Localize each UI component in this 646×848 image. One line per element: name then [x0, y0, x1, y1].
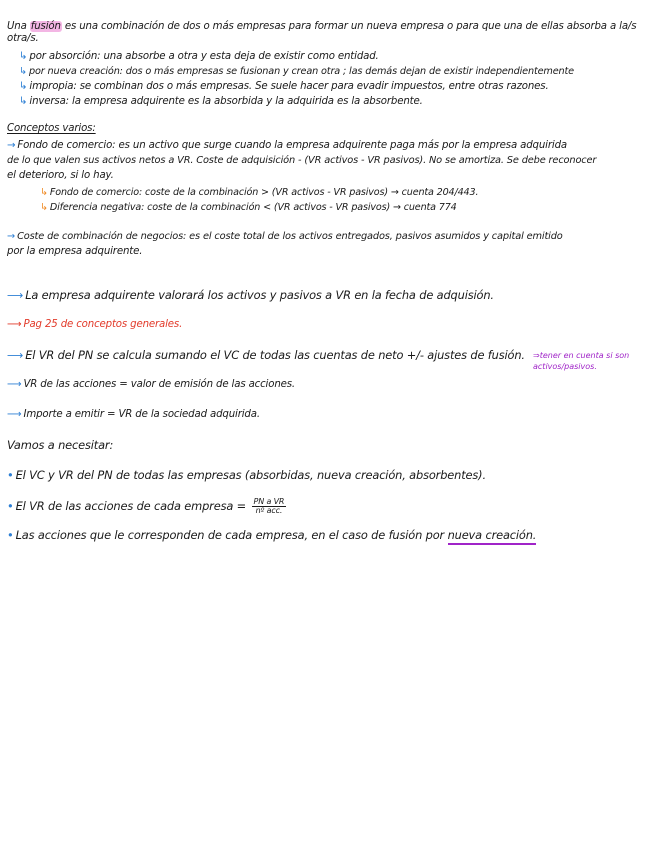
return-arrow-icon: ↳ — [40, 202, 48, 213]
fondo-comercio-line-1: → Fondo de comercio: es un activo que surge cuando la empresa adquirente paga más por la empresa adquirida — [7, 140, 567, 151]
need-item-1: • El VC y VR del PN de todas las empresas (absorbidas, nueva creación, absorbentes). — [7, 468, 486, 482]
intro-pre: Una — [7, 21, 30, 32]
return-arrow-icon: ↳ — [19, 66, 27, 77]
importe-line: ⟶ Importe a emitir = VR de la sociedad adquirida. — [7, 409, 260, 420]
right-arrow-icon: ⟶ — [7, 409, 22, 420]
need-heading: Vamos a necesitar: — [7, 438, 114, 452]
type-item-impropia: ↳ impropia: se combinan dos o más empresas. Se suele hacer para evadir impuestos, entre otras razones. — [19, 81, 549, 92]
concepts-heading: Conceptos varios: — [7, 123, 96, 134]
right-arrow-icon: ⟶ — [7, 288, 24, 302]
vr-pn-line: ⟶ El VR del PN se calcula sumando el VC de todas las cuentas de neto +/- ajustes de fusión. — [7, 348, 525, 362]
fondo-comercio-line-2: de lo que valen sus activos netos a VR. Coste de adquisición - (VR activos - VR pasivos). No se amortiza. Se debe reconocer — [7, 155, 597, 166]
return-arrow-icon: ↳ — [40, 187, 48, 198]
nueva-creacion-underlined: nueva creación. — [448, 528, 537, 545]
right-arrow-icon: → — [7, 231, 16, 242]
right-arrow-icon: ⟶ — [7, 348, 24, 362]
bullet-icon: • — [7, 468, 14, 482]
right-arrow-icon: → — [7, 140, 16, 151]
right-arrow-icon: ⟶ — [7, 319, 22, 330]
fusion-highlight: fusión — [30, 21, 61, 32]
bullet-icon: • — [7, 528, 14, 542]
need-item-2: • El VR de las acciones de cada empresa = $\frac{\text{PN a VR}}{\text{nº acc.}}$ — [7, 497, 285, 515]
return-arrow-icon: ↳ — [19, 81, 28, 92]
type-item-absorcion: ↳ por absorción: una absorbe a otra y esta deja de existir como entidad. — [19, 51, 379, 62]
vr-acciones-line: ⟶ VR de las acciones = valor de emisión de las acciones. — [7, 379, 295, 390]
sub-diferencia-negativa: ↳ Diferencia negativa: coste de la combinación < (VR activos - VR pasivos) → cuenta 774 — [40, 202, 457, 213]
bullet-icon: • — [7, 499, 14, 513]
return-arrow-icon: ↳ — [19, 51, 28, 62]
valoracion-line: ⟶ La empresa adquirente valorará los activos y pasivos a VR en la fecha de adquisión. — [7, 288, 494, 302]
fondo-comercio-line-3: el deterioro, si lo hay. — [7, 170, 114, 181]
coste-combinacion-line-1: → Coste de combinación de negocios: es el coste total de los activos entregados, pasivos asumidos y capital emitido — [7, 231, 563, 242]
type-item-inversa: ↳ inversa: la empresa adquirente es la absorbida y la adquirida es la absorbente. — [19, 96, 423, 107]
need-item-3: • Las acciones que le corresponden de cada empresa, en el caso de fusión por nueva creación. — [7, 529, 640, 541]
sub-fondo-comercio: ↳ Fondo de comercio: coste de la combinación > (VR activos - VR pasivos) → cuenta 204/443. — [40, 187, 479, 198]
note-arrow-icon: ⇒ — [533, 351, 540, 360]
purple-side-note: ⇒tener en cuenta si son activos/pasivos. — [533, 351, 630, 371]
right-arrow-icon: ⟶ — [7, 379, 22, 390]
intro-line-1 — [7, 21, 640, 45]
type-item-nueva-creacion: ↳ por nueva creación: dos o más empresas se fusionan y crean otra ; las demás dejan de existir independientemente — [19, 66, 574, 77]
coste-combinacion-line-2: por la empresa adquirente. — [7, 246, 143, 257]
return-arrow-icon: ↳ — [19, 96, 28, 107]
intro-post: es una combinación de dos o más empresas para formar un nueva empresa o para que una de ellas absorba a la/s otra/s. — [7, 21, 637, 44]
pag-reference: ⟶ Pag 25 de conceptos generales. — [7, 319, 183, 330]
fraction: $\frac{\text{PN a VR}}{\text{nº acc.}}$ — [253, 497, 285, 515]
